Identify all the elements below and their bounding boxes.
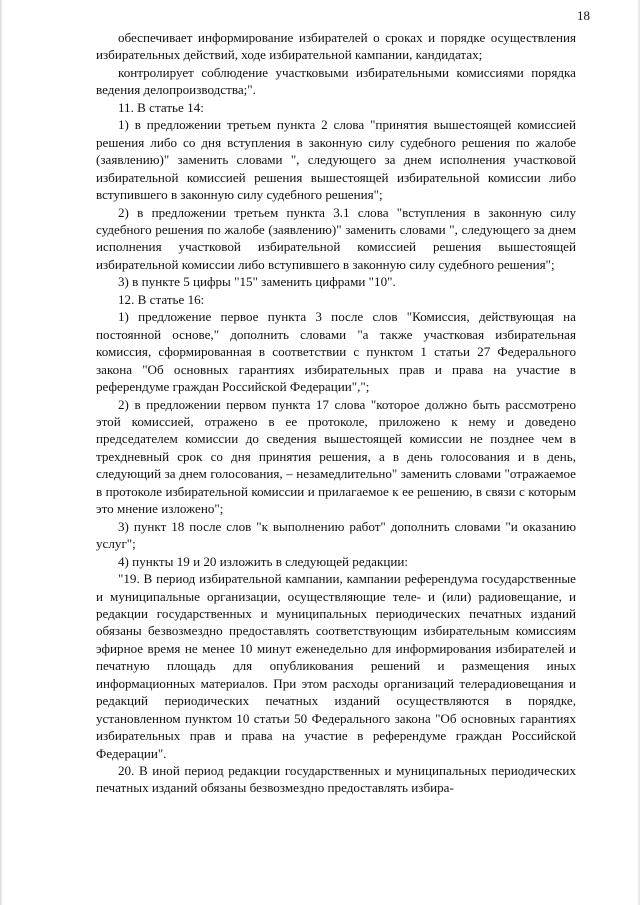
scan-edge-left	[0, 0, 3, 905]
paragraph-12: "19. В период избирательной кампании, кампании референдума государственные и муниципальные организации, осуществляющие теле- и (или) радиовещание, и редакции государственных и муниципальных периодических печатных изданий обязаны безвозмездно предоставлять соответствующим избирательным комиссиям эфирное время не менее 10 минут еженедельно для информирования избирателей и печатную площадь для опубликования решений и размещения иных информационных материалов. При этом расходы организаций телерадиовещания и редакций периодических печатных изданий осуществляются в порядке, установленном пунктом 10 статьи 50 Федерального закона "Об основных гарантиях избирательных прав и права на участие в референдуме граждан Российской Федерации".	[96, 571, 576, 761]
paragraph-9: 2) в предложении первом пункта 17 слова "которое должно быть рассмотрено этой комиссией, отражено в ее протоколе, приложено к нему и доведено председателем комиссии до сведения вышестоящей комиссии не позднее чем в трехдневный срок со дня принятия решения, а в день голосования и в день, следующий за днем голосования, – незамедлительно" заменить словами "отражаемое в протоколе избирательной комиссии и прилагаемое к ее решению, в связи с которым это мнение изложено";	[96, 396, 576, 517]
paragraph-11: 4) пункты 19 и 20 изложить в следующей редакции:	[118, 553, 408, 569]
paragraph-5: 2) в предложении третьем пункта 3.1 слова "вступления в законную силу судебного решения по жалобе (заявлению)" заменить словами ", следующего за днем исполнения участковой избирательной комиссией решения вышестоящей избирательной комиссии либо вступившего в законную силу судебного решения";	[96, 204, 576, 272]
paragraph-10: 3) пункт 18 после слов "к выполнению работ" дополнить словами "и оказанию услуг";	[96, 518, 576, 552]
paragraph-4: 1) в предложении третьем пункта 2 слова "принятия вышестоящей комиссией решения либо со дня вступления в законную силу судебного решения по жалобе (заявлению)" заменить словами ", следующего за днем исполнения участковой избирательной комиссией решения вышестоящей избирательной комиссии либо вступившего в законную силу судебного решения";	[96, 117, 576, 203]
document-body	[96, 29, 576, 797]
paragraph-1: обеспечивает информирование избирателей о сроках и порядке осуществления избирательных действий, ходе избирательной кампании, кандидатах;	[96, 30, 576, 63]
paragraph-8: 1) предложение первое пункта 3 после слов "Комиссия, действующая на постоянной основе," дополнить словами "а также участковая избирательная комиссия, сформированная в соответствии с пунктом 1 статьи 27 Федерального закона "Об основных гарантиях избирательных прав и права на участие в референдуме граждан Российской Федерации",";	[96, 309, 576, 395]
paragraph-6: 3) в пункте 5 цифры "15" заменить цифрами "10".	[118, 274, 396, 290]
page-number: 18	[577, 8, 590, 23]
paragraph-7: 12. В статье 16:	[118, 291, 205, 307]
paragraph-3: 11. В статье 14:	[118, 99, 204, 115]
paragraph-13: 20. В иной период редакции государственных и муниципальных периодических печатных изданий обязаны безвозмездно предоставлять избира-	[96, 763, 576, 796]
paragraph-2: контролирует соблюдение участковыми избирательными комиссиями порядка ведения делопроизводства;".	[96, 64, 576, 98]
